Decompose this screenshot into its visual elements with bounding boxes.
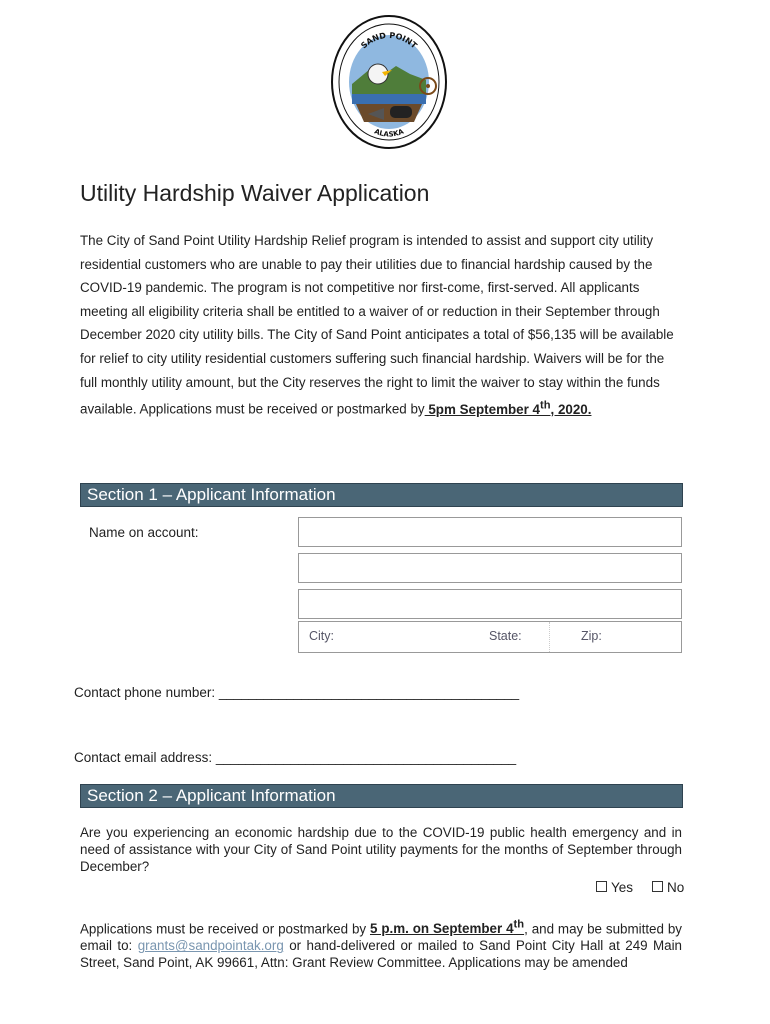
no-label: No (667, 880, 685, 895)
yes-no-options (592, 880, 684, 895)
address-line-2-field[interactable] (298, 589, 682, 619)
section-2-title: Section 2 – Applicant Information (87, 786, 336, 805)
city-state-zip-field[interactable] (298, 621, 682, 653)
zip-label: Zip: (581, 629, 602, 643)
seal-bottom-text: ALASKA (373, 127, 405, 139)
section-2-header (80, 784, 683, 808)
section-1-header (80, 483, 683, 507)
closing-paragraph (80, 917, 682, 971)
intro-deadline: 5pm September 4th, 2020. (424, 399, 592, 417)
seal-top-text: SAND POINT (359, 30, 419, 51)
grants-email-link[interactable]: grants@sandpointak.org (137, 938, 284, 954)
yes-checkbox[interactable] (596, 881, 607, 892)
city-label: City: (309, 629, 334, 643)
name-on-account-field[interactable] (298, 517, 682, 547)
section-1-title: Section 1 – Applicant Information (87, 485, 336, 504)
name-on-account-label: Name on account: (89, 525, 199, 540)
intro-text: The City of Sand Point Utility Hardship Relief program is intended to assist and support city utility residential customers who are unable to pay their utilities due to financial hardship caused by the COVID-19 pandemic. The program is not competitive nor first-come, first-served. All applicants meeting all eligibility criteria shall be entitled to a waiver of or reduction in their September through December 2020 city utility bills. The City of Sand Point anticipates a total of $56,135 will be available for relief to city utility residential customers suffering such financial hardship. Waivers will be for the full monthly utility amount, but the City reserves the right to limit the waiver to stay within the funds available. Applications must be received or postmarked by (80, 233, 674, 417)
contact-phone-field[interactable]: Contact phone number: ________________________________________ (74, 685, 520, 700)
address-line-1-field[interactable] (298, 553, 682, 583)
no-checkbox[interactable] (652, 881, 663, 892)
hardship-question: Are you experiencing an economic hardship due to the COVID-19 public health emergency and in need of assistance with your City of Sand Point utility payments for the months of September through December? (80, 825, 682, 874)
closing-text-3: or hand-delivered or mailed to Sand Point City Hall at 249 Main Street, Sand Point, AK 99661, Attn: Grant Review Committee. Applications may be amended (80, 938, 683, 971)
city-seal-logo (330, 14, 448, 150)
state-label: State: (489, 629, 522, 643)
closing-text-2: , and may be submitted by email to: (80, 921, 682, 954)
yes-label: Yes (611, 880, 634, 895)
zip-divider (549, 622, 550, 652)
closing-text-1: Applications must be received or postmarked by (80, 921, 370, 937)
intro-paragraph (80, 229, 680, 421)
closing-deadline: 5 p.m. on September 4th (369, 919, 525, 937)
page-title: Utility Hardship Waiver Application (80, 180, 430, 206)
contact-email-field[interactable]: Contact email address: ________________________________________ (74, 750, 517, 765)
